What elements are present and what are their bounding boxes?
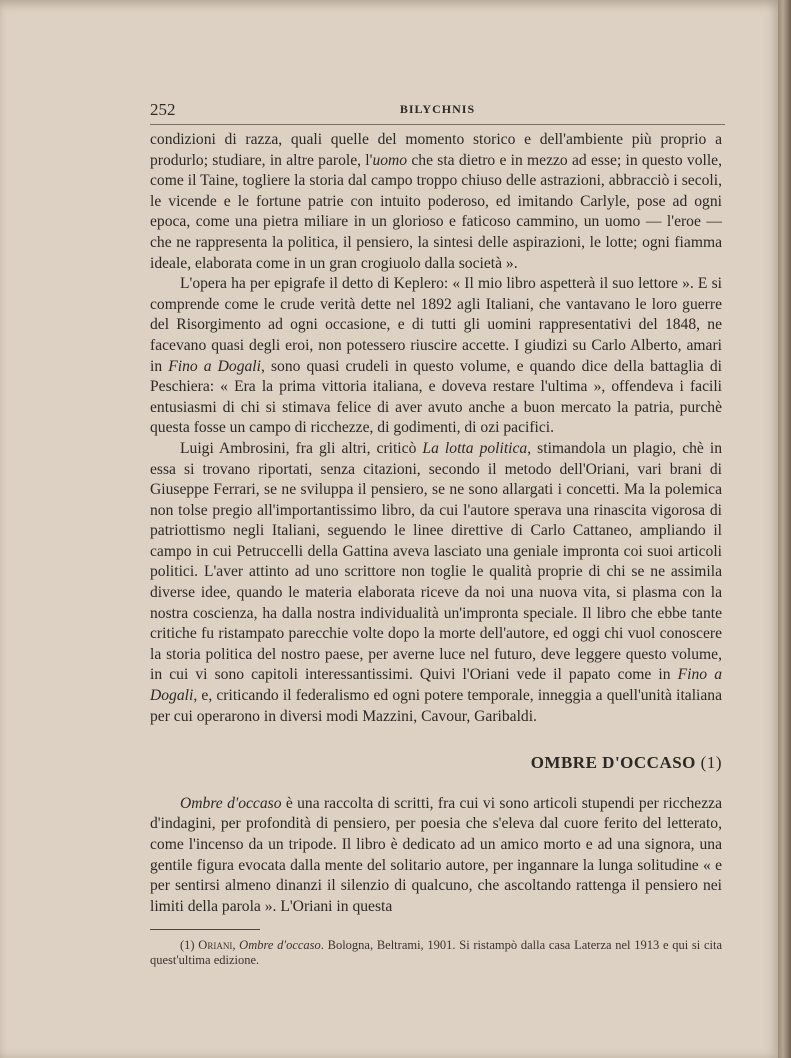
italic-text: uomo [372, 151, 408, 169]
running-title: BILYCHNIS [399, 102, 476, 116]
paragraph [150, 130, 722, 274]
text-run: , stimandola un plagio, chè in essa si trovano riportati, senza citazioni, secondo il metodo dell'Oriani, vari brani di Giuseppe Ferrari, se ne sviluppa il pensiero, se ne sono allargati i concetti. Ma la polemica non tolse pregio all'importantissimo libro, da cui l'autore sperava una rinascita vigorosa di patriottismo negli Italiani, seguendo le linee direttive di Carlo Cattaneo, ampliando il campo in cui Petruccelli della Gattina aveva lasciato una geniale impronta coi suoi articoli politici. L'aver attinto ad uno scrittore non toglie le qualità proprie di chi se ne assimila diverse idee, quando le materia elaborata riceve da noi una nuova vita, si plasma con la nostra coscienza, ha dalla nostra individualità un'impronta speciale. Il libro che ebbe tante critiche fu ristampato parecchie volte dopo la morte dell'autore, ed oggi chi vuol conoscere la storia politica del nostro paese, per averne luce nel futuro, deve leggere questo volume, in cui vi sono capitoli interessantissimi. Quivi l'Oriani vede il papato come in [150, 439, 723, 684]
footnote-rule [150, 929, 260, 930]
text-run: Luigi Ambrosini, fra gli altri, criticò [180, 439, 423, 457]
paragraph [150, 274, 722, 439]
page-number: 252 [150, 100, 176, 119]
text-run: che sta dietro e in mezzo ad esse; in questo volle, come il Taine, togliere la storia dal campo troppo chiuso delle astrazioni, abbracciò i secoli, le vicende e le fortune patrie con intuito poderoso, ed imitando Carlyle, pose ad ogni epoca, come una pietra miliare in un glorioso e faticoso cammino, un uomo — l'eroe — che ne rappresenta la politica, il pensiero, la sintesi delle aspirazioni, le lotte; ogni fiamma ideale, elaborata come in un gran crogiuolo dalla società ». [150, 151, 722, 272]
italic-text: Ombre d'occaso [239, 938, 321, 953]
page-edge [778, 0, 791, 1058]
section-title: OMBRE D'OCCASO [530, 753, 696, 773]
paragraph [150, 439, 722, 727]
section-note-ref: (1) [700, 753, 722, 773]
footnote [150, 938, 722, 968]
italic-text: Ombre d'occaso [180, 794, 282, 812]
paragraphs [150, 130, 722, 727]
text-run: . Bologna, Beltrami, 1901. Si ristampò dalla casa Laterza nel 1913 e qui si cita quest'ultima edizione. [150, 938, 723, 968]
text-run: L'opera ha per epigrafe il detto di Keplero: « Il mio libro aspetterà il suo lettore ». E si comprende come le crude verità dette nel 1892 agli Italiani, che vantavano le loro guerre del Risorgimento ad ogni occasione, e di tutti gli uomini rappresentativi del 1848, ne facevano quasi degli eroi, non potessero riuscire accette. I giudizi su Carlo Alberto, amari in [150, 275, 722, 375]
text-run: , sono quasi crudeli in questo volume, e quando dice della battaglia di Peschiera: « Era la prima vittoria italiana, e doveva restare l'ultima », offendeva i facili entusiasmi di chi si stimava felice di aver avuto anche a buon mercato la patria, purchè questa fosse un campo di ricchezze, di godimenti, di ozi pacifici. [150, 357, 722, 437]
section-paragraph [150, 794, 722, 918]
text-run: , e, criticando il federalismo ed ogni potere temporale, inneggia a quell'unità italiana per cui operarono in diversi modi Mazzini, Cavour, Garibaldi. [150, 687, 722, 725]
italic-text: Fino a Dogali [168, 357, 261, 375]
text-run: , [232, 938, 240, 953]
text-run: condizioni di razza, quali quelle del momento storico e dell'ambiente più proprio a produrlo; studiare, in altre parole, l' [150, 131, 722, 169]
text-run: Oriani [198, 938, 233, 953]
text-run: è una raccolta di scritti, fra cui vi sono articoli stupendi per ricchezza d'indagini, per profondità di pensiero, per poesia che s'eleva dal cuore ferito del letterato, come l'incenso da un tripode. Il libro è dedicato ad un amico morto e ad una signora, una gentile figura evocata dalla mente del solitario autore, per ingannare la lunga solitudine « e per sentirsi almeno dinanzi il silenzio di qualcuno, che ascoltando rattenga il pensiero nei limiti della parola ». L'Oriani in questa [150, 794, 722, 915]
section-heading [150, 753, 722, 774]
header-rule [150, 124, 725, 125]
page-body [150, 130, 722, 968]
text-run: (1) [180, 938, 199, 953]
page-header [150, 100, 725, 122]
italic-text: Fino a Dogali [150, 666, 722, 705]
italic-text: La lotta politica [422, 439, 528, 457]
